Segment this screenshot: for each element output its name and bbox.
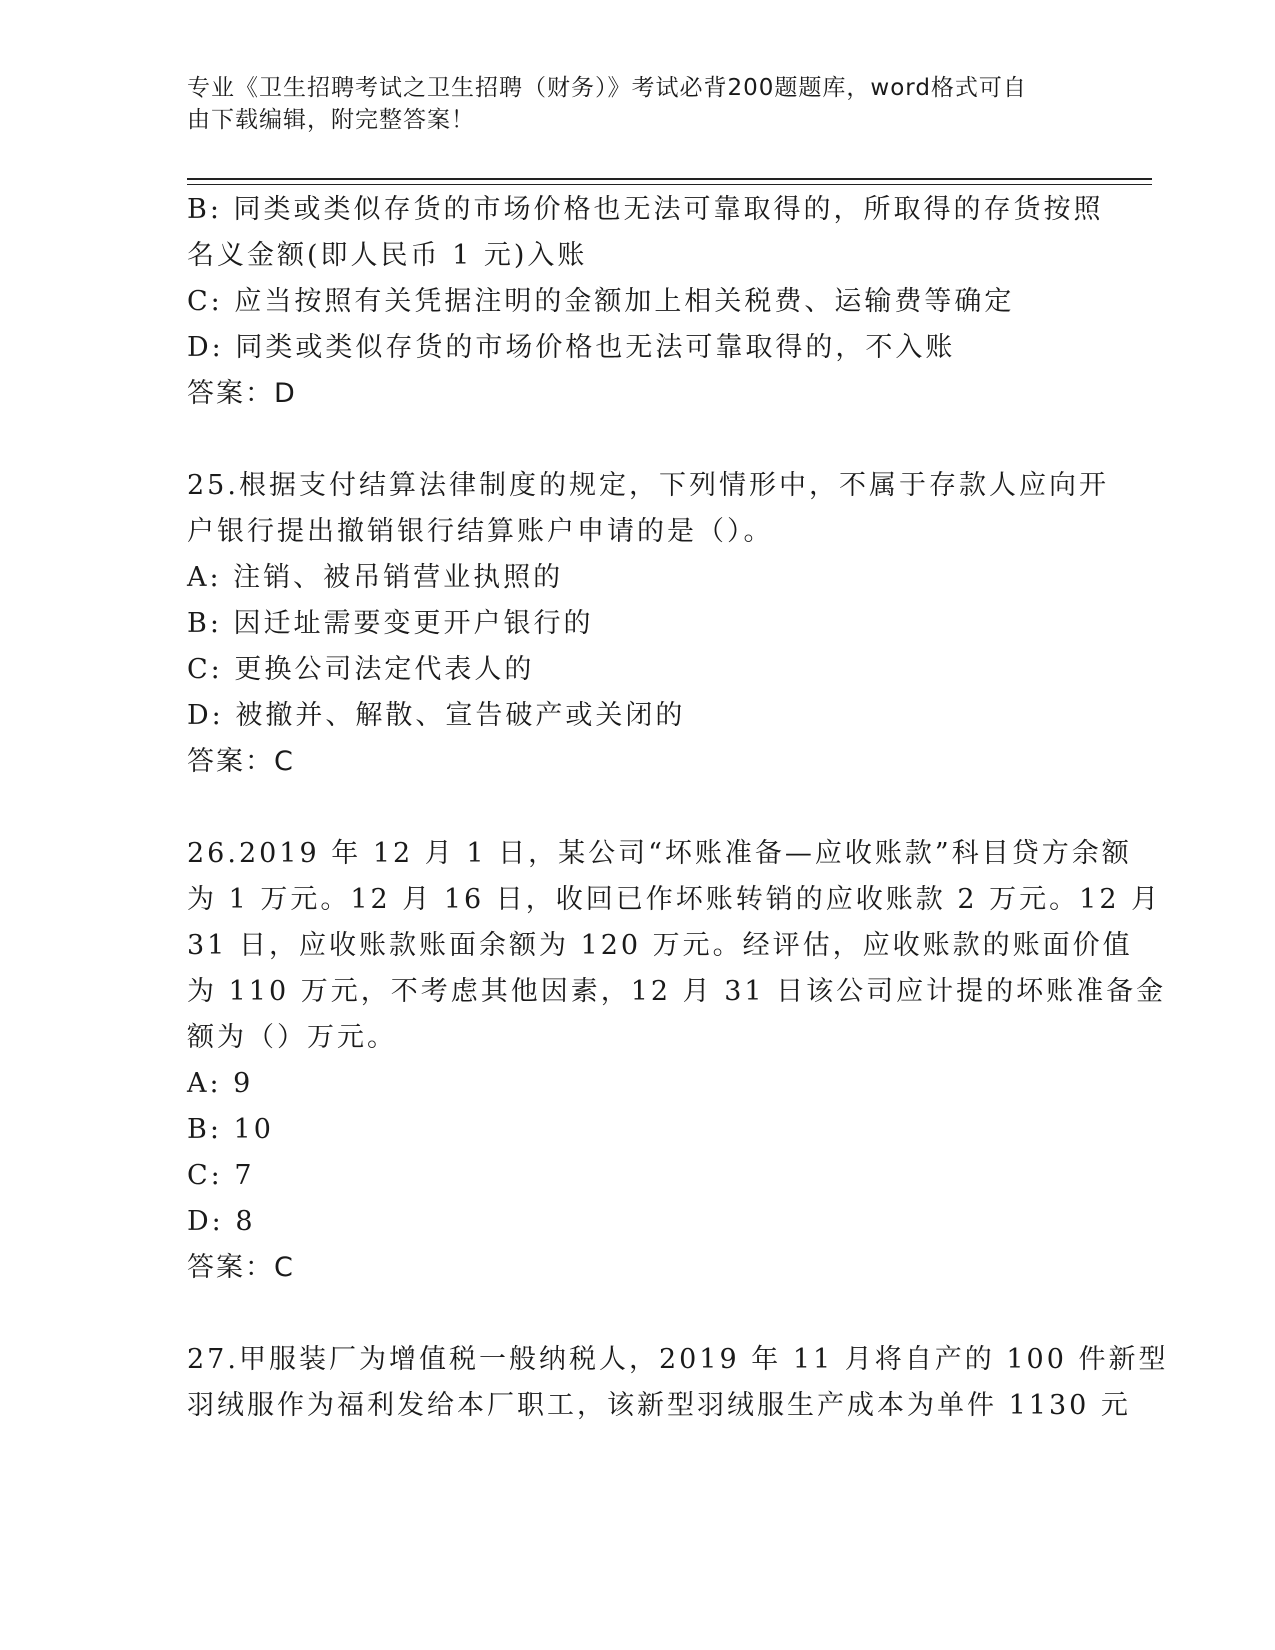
question-text-line-1: 25.根据支付结算法律制度的规定，下列情形中，不属于存款人应向开 (187, 470, 1109, 501)
answer: 答案：D (187, 378, 297, 409)
option-c: C: 7 (187, 1160, 255, 1191)
question-text-line-2: 羽绒服作为福利发给本厂职工，该新型羽绒服生产成本为单件 1130 元 (187, 1390, 1131, 1421)
question-text-line-2: 为 1 万元。12 月 16 日，收回已作坏账转销的应收账款 2 万元。12 月 (187, 884, 1162, 915)
option-b-line-2: 名义金额(即人民币 1 元)入账 (187, 240, 588, 271)
question-text-line-1: 27.甲服装厂为增值税一般纳税人，2019 年 11 月将自产的 100 件新型 (187, 1344, 1169, 1375)
header-divider-thick (187, 178, 1152, 180)
document-body (187, 187, 1169, 1429)
question-26 (187, 831, 1167, 1291)
option-a: A: 9 (187, 1068, 254, 1099)
option-c: C: 应当按照有关凭据注明的金额加上相关税费、运输费等确定 (187, 286, 1015, 317)
spacer (187, 785, 1087, 831)
spacer (187, 1291, 1087, 1337)
question-24-continued (187, 187, 1104, 417)
option-b: B: 因迁址需要变更开户银行的 (187, 608, 594, 639)
question-text-line-1: 26.2019 年 12 月 1 日，某公司“坏账准备—应收账款”科目贷方余额 (187, 838, 1132, 869)
question-text-line-2: 户银行提出撤销银行结算账户申请的是（）。 (187, 516, 774, 547)
option-a: A: 注销、被吊销营业执照的 (187, 562, 564, 593)
option-d: D: 被撤并、解散、宣告破产或关闭的 (187, 700, 686, 731)
option-b-line-1: B: 同类或类似存货的市场价格也无法可靠取得的，所取得的存货按照 (187, 194, 1104, 225)
option-d: D: 8 (187, 1206, 256, 1237)
option-d: D: 同类或类似存货的市场价格也无法可靠取得的，不入账 (187, 332, 956, 363)
document-header (187, 72, 1067, 136)
header-line-2: 由下载编辑，附完整答案！ (187, 107, 475, 133)
question-text-line-4: 为 110 万元，不考虑其他因素，12 月 31 日该公司应计提的坏账准备金 (187, 976, 1167, 1007)
header-divider-thin (187, 184, 1152, 185)
spacer (187, 417, 1087, 463)
answer: 答案：C (187, 1252, 295, 1283)
question-27 (187, 1337, 1169, 1429)
header-line-1: 专业《卫生招聘考试之卫生招聘（财务）》考试必背200题题库，word格式可自 (187, 75, 1027, 101)
answer: 答案：C (187, 746, 295, 777)
question-text-line-3: 31 日，应收账款账面余额为 120 万元。经评估，应收账款的账面价值 (187, 930, 1133, 961)
question-25 (187, 463, 1109, 785)
option-b: B: 10 (187, 1114, 274, 1145)
option-c: C: 更换公司法定代表人的 (187, 654, 535, 685)
question-text-line-5: 额为（）万元。 (187, 1022, 397, 1053)
